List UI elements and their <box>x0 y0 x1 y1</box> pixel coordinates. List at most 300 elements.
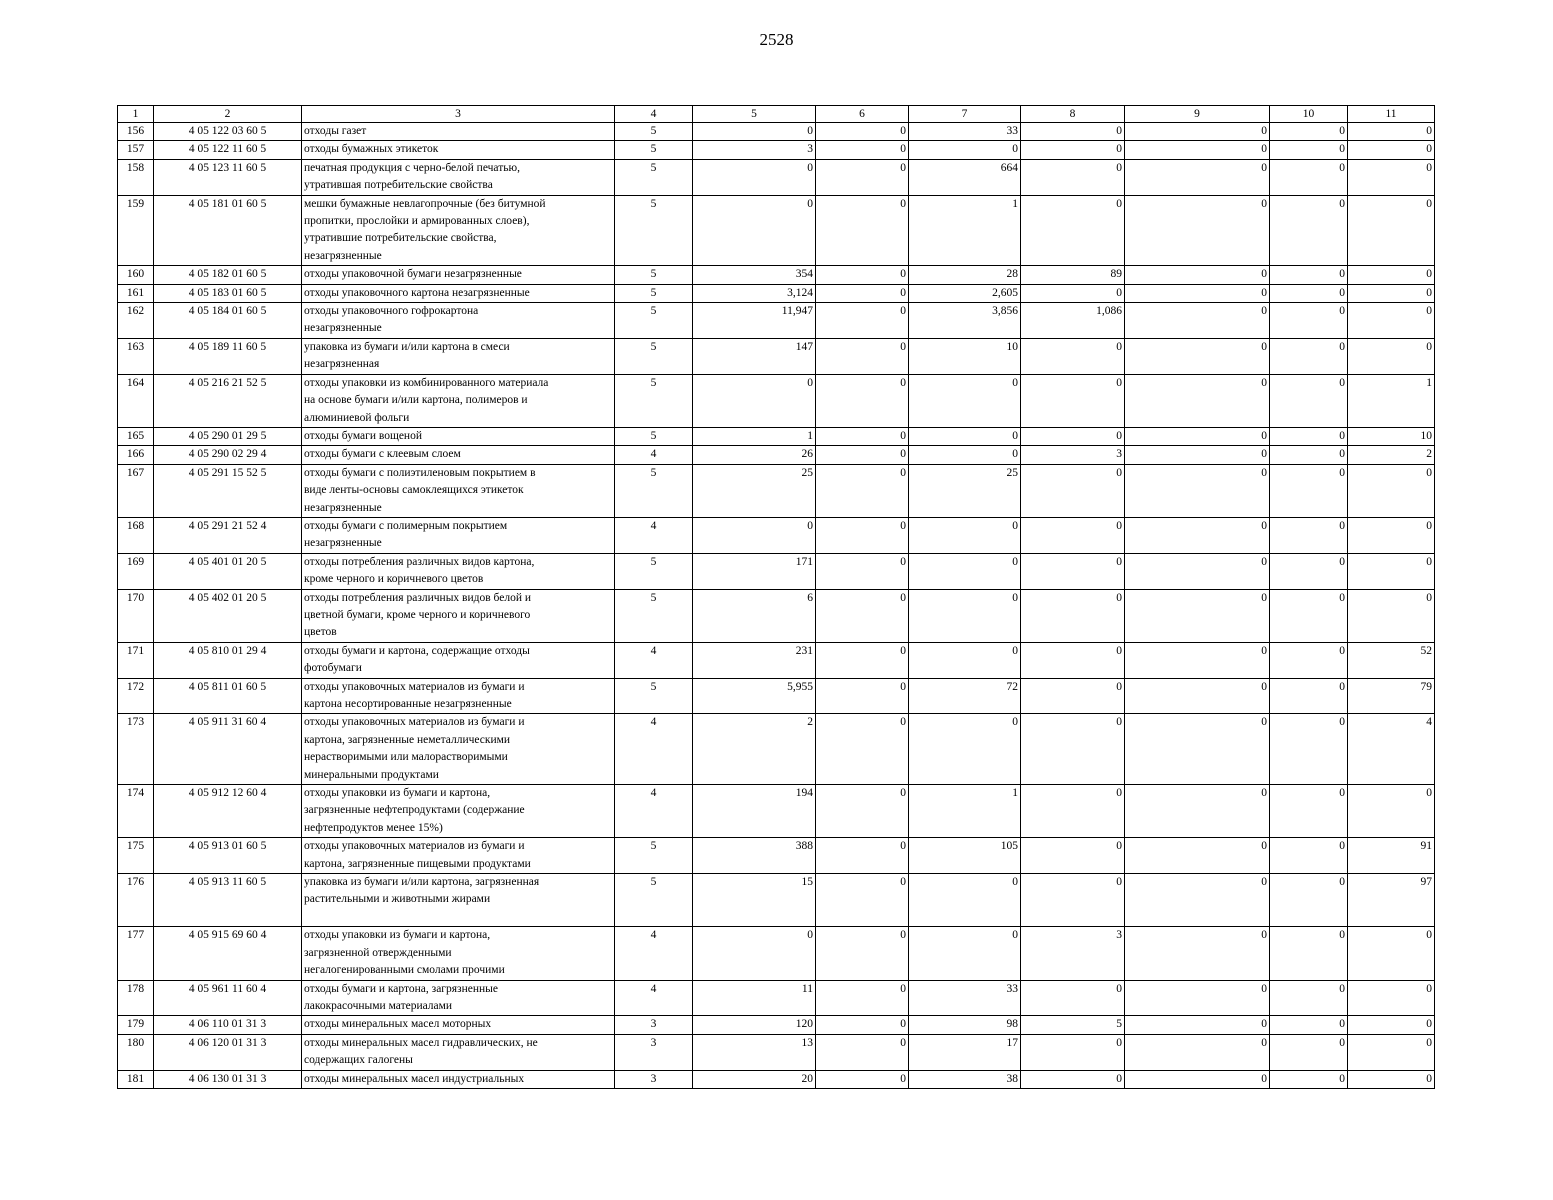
row-number-cell: 175 <box>118 838 154 874</box>
value-col-9-cell: 0 <box>1125 123 1270 141</box>
table-row <box>118 427 1435 445</box>
value-col-11-cell: 0 <box>1348 338 1435 374</box>
waste-name-line: отходы потребления различных видов белой и <box>304 591 532 604</box>
value-col-10-cell: 0 <box>1270 838 1348 874</box>
value-col-10-cell: 0 <box>1270 785 1348 838</box>
waste-name-cell <box>302 874 615 927</box>
value-col-11-cell: 0 <box>1348 141 1435 159</box>
value-col-8-cell: 0 <box>1021 785 1125 838</box>
hazard-class-cell: 4 <box>615 714 693 785</box>
value-col-5-cell: 11,947 <box>693 303 816 339</box>
value-col-7-cell: 0 <box>909 874 1021 927</box>
waste-name-line: картона, загрязненные пищевыми продуктами <box>304 857 531 870</box>
waste-name-line: алюминиевой фольги <box>304 411 410 424</box>
value-col-5-cell: 1 <box>693 427 816 445</box>
value-col-8-cell: 5 <box>1021 1016 1125 1034</box>
waste-name-line: отходы потребления различных видов картона, <box>304 555 535 568</box>
waste-name-cell <box>302 464 615 517</box>
value-col-8-cell: 0 <box>1021 980 1125 1016</box>
value-col-8-cell: 0 <box>1021 517 1125 553</box>
row-number-cell: 161 <box>118 284 154 302</box>
value-col-8-cell: 0 <box>1021 338 1125 374</box>
value-col-9-cell: 0 <box>1125 141 1270 159</box>
waste-code-cell: 4 05 184 01 60 5 <box>154 303 302 339</box>
waste-name-line: отходы упаковки из комбинированного материала <box>304 376 549 389</box>
value-col-8-cell: 0 <box>1021 1034 1125 1070</box>
value-col-7-cell: 72 <box>909 678 1021 714</box>
value-col-8-cell: 0 <box>1021 123 1125 141</box>
value-col-5-cell: 0 <box>693 517 816 553</box>
value-col-10-cell: 0 <box>1270 589 1348 642</box>
waste-code-cell: 4 05 810 01 29 4 <box>154 642 302 678</box>
waste-name-line: негалогенированными смолами прочими <box>304 964 505 977</box>
waste-name-cell <box>302 1070 615 1088</box>
table-row <box>118 678 1435 714</box>
value-col-6-cell: 0 <box>816 1034 909 1070</box>
value-col-10-cell: 0 <box>1270 284 1348 302</box>
value-col-8-cell: 0 <box>1021 284 1125 302</box>
value-col-11-cell: 0 <box>1348 1070 1435 1088</box>
value-col-10-cell: 0 <box>1270 1016 1348 1034</box>
value-col-10-cell: 0 <box>1270 427 1348 445</box>
row-number-cell: 159 <box>118 195 154 266</box>
value-col-6-cell: 0 <box>816 141 909 159</box>
waste-name-cell <box>302 642 615 678</box>
value-col-8-cell: 0 <box>1021 141 1125 159</box>
column-header: 7 <box>909 106 1021 123</box>
row-number-cell: 170 <box>118 589 154 642</box>
value-col-11-cell: 0 <box>1348 785 1435 838</box>
value-col-11-cell: 97 <box>1348 874 1435 927</box>
hazard-class-cell: 5 <box>615 266 693 284</box>
value-col-6-cell: 0 <box>816 374 909 427</box>
value-col-7-cell: 0 <box>909 714 1021 785</box>
column-header: 4 <box>615 106 693 123</box>
value-col-5-cell: 0 <box>693 159 816 195</box>
waste-code-cell: 4 05 915 69 60 4 <box>154 927 302 980</box>
table-row <box>118 874 1435 927</box>
waste-name-line: отходы минеральных масел гидравлических, не <box>304 1036 538 1049</box>
waste-name-line: минеральными продуктами <box>304 768 439 781</box>
value-col-8-cell: 0 <box>1021 678 1125 714</box>
value-col-10-cell: 0 <box>1270 464 1348 517</box>
table-row <box>118 195 1435 266</box>
value-col-7-cell: 0 <box>909 427 1021 445</box>
waste-name-cell <box>302 374 615 427</box>
value-col-9-cell: 0 <box>1125 266 1270 284</box>
waste-code-cell: 4 06 110 01 31 3 <box>154 1016 302 1034</box>
value-col-11-cell: 0 <box>1348 517 1435 553</box>
waste-name-line: картона, загрязненные неметаллическими <box>304 733 511 746</box>
value-col-6-cell: 0 <box>816 123 909 141</box>
waste-name-line: загрязненной отвержденными <box>304 946 452 959</box>
hazard-class-cell: 5 <box>615 123 693 141</box>
row-number-cell: 164 <box>118 374 154 427</box>
table-row <box>118 785 1435 838</box>
waste-code-cell: 4 05 123 11 60 5 <box>154 159 302 195</box>
row-number-cell: 171 <box>118 642 154 678</box>
table-row <box>118 517 1435 553</box>
waste-name-line: пропитки, прослойки и армированных слоев), <box>304 215 530 228</box>
value-col-7-cell: 25 <box>909 464 1021 517</box>
waste-name-cell <box>302 159 615 195</box>
value-col-9-cell: 0 <box>1125 427 1270 445</box>
column-header: 6 <box>816 106 909 123</box>
column-number-row <box>118 106 1435 123</box>
value-col-9-cell: 0 <box>1125 838 1270 874</box>
waste-name-cell <box>302 1016 615 1034</box>
value-col-11-cell: 10 <box>1348 427 1435 445</box>
waste-name-cell <box>302 678 615 714</box>
value-col-9-cell: 0 <box>1125 785 1270 838</box>
hazard-class-cell: 4 <box>615 642 693 678</box>
value-col-11-cell: 0 <box>1348 553 1435 589</box>
row-number-cell: 167 <box>118 464 154 517</box>
value-col-11-cell: 0 <box>1348 1016 1435 1034</box>
value-col-5-cell: 0 <box>693 927 816 980</box>
value-col-5-cell: 388 <box>693 838 816 874</box>
waste-name-line: отходы бумаги и картона, загрязненные <box>304 982 498 995</box>
value-col-11-cell: 0 <box>1348 159 1435 195</box>
row-number-cell: 156 <box>118 123 154 141</box>
hazard-class-cell: 5 <box>615 464 693 517</box>
table-row <box>118 1016 1435 1034</box>
value-col-5-cell: 2 <box>693 714 816 785</box>
value-col-6-cell: 0 <box>816 874 909 927</box>
value-col-7-cell: 1 <box>909 785 1021 838</box>
value-col-5-cell: 231 <box>693 642 816 678</box>
table-body <box>118 106 1435 1089</box>
value-col-5-cell: 171 <box>693 553 816 589</box>
waste-name-line: печатная продукция с черно-белой печатью, <box>304 161 520 174</box>
value-col-9-cell: 0 <box>1125 642 1270 678</box>
table-row <box>118 553 1435 589</box>
waste-name-cell <box>302 266 615 284</box>
value-col-6-cell: 0 <box>816 303 909 339</box>
waste-name-line: отходы упаковочных материалов из бумаги и <box>304 840 525 853</box>
value-col-7-cell: 33 <box>909 980 1021 1016</box>
waste-name-line: кроме черного и коричневого цветов <box>304 573 484 586</box>
table-row <box>118 446 1435 464</box>
waste-name-line: цветной бумаги, кроме черного и коричневого <box>304 608 531 621</box>
table-row <box>118 838 1435 874</box>
row-number-cell: 173 <box>118 714 154 785</box>
value-col-10-cell: 0 <box>1270 159 1348 195</box>
waste-name-line: незагрязненные <box>304 501 382 514</box>
value-col-6-cell: 0 <box>816 553 909 589</box>
waste-code-cell: 4 05 182 01 60 5 <box>154 266 302 284</box>
value-col-5-cell: 3 <box>693 141 816 159</box>
table-row <box>118 123 1435 141</box>
table-row <box>118 338 1435 374</box>
waste-name-line: цветов <box>304 626 337 639</box>
waste-code-cell: 4 05 291 15 52 5 <box>154 464 302 517</box>
waste-code-cell: 4 05 811 01 60 5 <box>154 678 302 714</box>
hazard-class-cell: 5 <box>615 678 693 714</box>
value-col-5-cell: 11 <box>693 980 816 1016</box>
waste-name-line: содержащих галогены <box>304 1054 413 1067</box>
value-col-7-cell: 2,605 <box>909 284 1021 302</box>
value-col-7-cell: 10 <box>909 338 1021 374</box>
waste-table <box>117 105 1435 1089</box>
waste-name-line: мешки бумажные невлагопрочные (без битумной <box>304 197 546 210</box>
waste-name-line: отходы минеральных масел моторных <box>304 1018 492 1031</box>
row-number-cell: 179 <box>118 1016 154 1034</box>
value-col-6-cell: 0 <box>816 980 909 1016</box>
value-col-5-cell: 25 <box>693 464 816 517</box>
value-col-7-cell: 0 <box>909 446 1021 464</box>
row-number-cell: 169 <box>118 553 154 589</box>
hazard-class-cell: 5 <box>615 553 693 589</box>
value-col-5-cell: 3,124 <box>693 284 816 302</box>
waste-code-cell: 4 05 122 11 60 5 <box>154 141 302 159</box>
waste-name-cell <box>302 123 615 141</box>
waste-name-line: отходы бумаги и картона, содержащие отходы <box>304 644 530 657</box>
value-col-7-cell: 0 <box>909 642 1021 678</box>
waste-code-cell: 4 05 216 21 52 5 <box>154 374 302 427</box>
table-row <box>118 589 1435 642</box>
value-col-8-cell: 0 <box>1021 195 1125 266</box>
hazard-class-cell: 5 <box>615 874 693 927</box>
value-col-10-cell: 0 <box>1270 141 1348 159</box>
value-col-9-cell: 0 <box>1125 1016 1270 1034</box>
waste-name-line: загрязненные нефтепродуктами (содержание <box>304 804 525 817</box>
hazard-class-cell: 5 <box>615 338 693 374</box>
value-col-7-cell: 0 <box>909 517 1021 553</box>
value-col-5-cell: 26 <box>693 446 816 464</box>
value-col-9-cell: 0 <box>1125 284 1270 302</box>
value-col-6-cell: 0 <box>816 785 909 838</box>
waste-name-line: отходы упаковочных материалов из бумаги и <box>304 680 525 693</box>
value-col-11-cell: 4 <box>1348 714 1435 785</box>
row-number-cell: 162 <box>118 303 154 339</box>
value-col-6-cell: 0 <box>816 446 909 464</box>
hazard-class-cell: 5 <box>615 284 693 302</box>
table-row <box>118 266 1435 284</box>
value-col-10-cell: 0 <box>1270 374 1348 427</box>
value-col-8-cell: 0 <box>1021 464 1125 517</box>
hazard-class-cell: 5 <box>615 374 693 427</box>
column-header: 5 <box>693 106 816 123</box>
table-row <box>118 303 1435 339</box>
value-col-9-cell: 0 <box>1125 1070 1270 1088</box>
value-col-7-cell: 0 <box>909 374 1021 427</box>
value-col-11-cell: 79 <box>1348 678 1435 714</box>
hazard-class-cell: 5 <box>615 427 693 445</box>
waste-name-cell <box>302 714 615 785</box>
waste-name-line: отходы бумаги с клеевым слоем <box>304 448 461 461</box>
value-col-7-cell: 105 <box>909 838 1021 874</box>
waste-name-line: фотобумаги <box>304 662 362 675</box>
value-col-10-cell: 0 <box>1270 874 1348 927</box>
hazard-class-cell: 5 <box>615 141 693 159</box>
value-col-6-cell: 0 <box>816 427 909 445</box>
waste-code-cell: 4 05 189 11 60 5 <box>154 338 302 374</box>
value-col-9-cell: 0 <box>1125 714 1270 785</box>
value-col-6-cell: 0 <box>816 1016 909 1034</box>
value-col-9-cell: 0 <box>1125 374 1270 427</box>
waste-name-cell <box>302 1034 615 1070</box>
value-col-7-cell: 0 <box>909 927 1021 980</box>
waste-name-line: отходы упаковочного картона незагрязненные <box>304 286 530 299</box>
value-col-6-cell: 0 <box>816 714 909 785</box>
row-number-cell: 158 <box>118 159 154 195</box>
value-col-10-cell: 0 <box>1270 714 1348 785</box>
value-col-10-cell: 0 <box>1270 303 1348 339</box>
row-number-cell: 178 <box>118 980 154 1016</box>
waste-name-line: отходы упаковочной бумаги незагрязненные <box>304 268 522 281</box>
value-col-8-cell: 0 <box>1021 553 1125 589</box>
value-col-6-cell: 0 <box>816 589 909 642</box>
value-col-8-cell: 0 <box>1021 838 1125 874</box>
waste-name-cell <box>302 195 615 266</box>
value-col-7-cell: 38 <box>909 1070 1021 1088</box>
waste-name-line: утратившие потребительские свойства, <box>304 232 497 245</box>
value-col-6-cell: 0 <box>816 927 909 980</box>
waste-name-cell <box>302 338 615 374</box>
waste-name-cell <box>302 980 615 1016</box>
value-col-5-cell: 0 <box>693 123 816 141</box>
value-col-5-cell: 15 <box>693 874 816 927</box>
value-col-11-cell: 0 <box>1348 927 1435 980</box>
value-col-8-cell: 1,086 <box>1021 303 1125 339</box>
waste-name-cell <box>302 446 615 464</box>
waste-name-line: незагрязненные <box>304 537 382 550</box>
waste-code-cell: 4 05 402 01 20 5 <box>154 589 302 642</box>
value-col-9-cell: 0 <box>1125 553 1270 589</box>
waste-name-line: отходы бумажных этикеток <box>304 143 439 156</box>
waste-code-cell: 4 06 120 01 31 3 <box>154 1034 302 1070</box>
waste-code-cell: 4 05 291 21 52 4 <box>154 517 302 553</box>
row-number-cell: 181 <box>118 1070 154 1088</box>
waste-name-line: отходы упаковочного гофрокартона <box>304 305 479 318</box>
hazard-class-cell: 3 <box>615 1070 693 1088</box>
value-col-11-cell: 0 <box>1348 284 1435 302</box>
table-row <box>118 714 1435 785</box>
value-col-7-cell: 0 <box>909 553 1021 589</box>
value-col-6-cell: 0 <box>816 266 909 284</box>
value-col-7-cell: 98 <box>909 1016 1021 1034</box>
table-row <box>118 642 1435 678</box>
value-col-7-cell: 17 <box>909 1034 1021 1070</box>
value-col-5-cell: 6 <box>693 589 816 642</box>
waste-name-line: упаковка из бумаги и/или картона в смеси <box>304 340 510 353</box>
waste-code-cell: 4 05 913 11 60 5 <box>154 874 302 927</box>
waste-name-line: отходы упаковочных материалов из бумаги и <box>304 716 525 729</box>
waste-name-line: виде ленты-основы самоклеящихся этикеток <box>304 484 524 497</box>
waste-name-line: растительными и животными жирами <box>304 893 491 906</box>
value-col-10-cell: 0 <box>1270 927 1348 980</box>
value-col-10-cell: 0 <box>1270 266 1348 284</box>
value-col-9-cell: 0 <box>1125 980 1270 1016</box>
value-col-10-cell: 0 <box>1270 446 1348 464</box>
value-col-8-cell: 89 <box>1021 266 1125 284</box>
value-col-8-cell: 0 <box>1021 642 1125 678</box>
row-number-cell: 174 <box>118 785 154 838</box>
waste-name-cell <box>302 589 615 642</box>
waste-name-line: нефтепродуктов менее 15%) <box>304 821 443 834</box>
column-header: 9 <box>1125 106 1270 123</box>
value-col-8-cell: 0 <box>1021 427 1125 445</box>
value-col-5-cell: 0 <box>693 195 816 266</box>
value-col-5-cell: 5,955 <box>693 678 816 714</box>
value-col-10-cell: 0 <box>1270 195 1348 266</box>
waste-name-line: незагрязненная <box>304 358 380 371</box>
hazard-class-cell: 4 <box>615 785 693 838</box>
value-col-9-cell: 0 <box>1125 338 1270 374</box>
value-col-6-cell: 0 <box>816 338 909 374</box>
waste-name-line: отходы бумаги с полимерным покрытием <box>304 519 508 532</box>
row-number-cell: 172 <box>118 678 154 714</box>
waste-name-cell <box>302 517 615 553</box>
page-number: 2528 <box>759 30 794 49</box>
value-col-9-cell: 0 <box>1125 874 1270 927</box>
row-number-cell: 157 <box>118 141 154 159</box>
waste-name-line: на основе бумаги и/или картона, полимеров и <box>304 394 528 407</box>
value-col-7-cell: 33 <box>909 123 1021 141</box>
value-col-11-cell: 0 <box>1348 589 1435 642</box>
hazard-class-cell: 5 <box>615 195 693 266</box>
waste-name-line: отходы минеральных масел индустриальных <box>304 1072 525 1085</box>
value-col-8-cell: 0 <box>1021 1070 1125 1088</box>
waste-name-line: отходы газет <box>304 125 367 137</box>
value-col-10-cell: 0 <box>1270 980 1348 1016</box>
value-col-9-cell: 0 <box>1125 303 1270 339</box>
value-col-5-cell: 354 <box>693 266 816 284</box>
value-col-6-cell: 0 <box>816 284 909 302</box>
waste-name-line: картона несортированные незагрязненные <box>304 698 512 710</box>
waste-name-line: незагрязненные <box>304 322 382 335</box>
value-col-7-cell: 664 <box>909 159 1021 195</box>
value-col-6-cell: 0 <box>816 1070 909 1088</box>
value-col-11-cell: 0 <box>1348 980 1435 1016</box>
waste-name-cell <box>302 141 615 159</box>
table-row <box>118 141 1435 159</box>
value-col-11-cell: 0 <box>1348 303 1435 339</box>
value-col-6-cell: 0 <box>816 195 909 266</box>
value-col-11-cell: 0 <box>1348 266 1435 284</box>
value-col-11-cell: 0 <box>1348 195 1435 266</box>
value-col-10-cell: 0 <box>1270 553 1348 589</box>
row-number-cell: 163 <box>118 338 154 374</box>
value-col-6-cell: 0 <box>816 678 909 714</box>
waste-name-line: незагрязненные <box>304 249 382 262</box>
column-header: 2 <box>154 106 302 123</box>
value-col-7-cell: 0 <box>909 141 1021 159</box>
waste-name-cell <box>302 284 615 302</box>
table-row <box>118 980 1435 1016</box>
waste-name-cell <box>302 785 615 838</box>
hazard-class-cell: 4 <box>615 927 693 980</box>
table-row <box>118 1034 1435 1070</box>
table-row <box>118 159 1435 195</box>
waste-code-cell: 4 05 961 11 60 4 <box>154 980 302 1016</box>
value-col-9-cell: 0 <box>1125 195 1270 266</box>
value-col-9-cell: 0 <box>1125 1034 1270 1070</box>
value-col-9-cell: 0 <box>1125 678 1270 714</box>
value-col-8-cell: 0 <box>1021 589 1125 642</box>
hazard-class-cell: 5 <box>615 589 693 642</box>
value-col-10-cell: 0 <box>1270 1070 1348 1088</box>
waste-code-cell: 4 05 911 31 60 4 <box>154 714 302 785</box>
value-col-10-cell: 0 <box>1270 123 1348 141</box>
value-col-11-cell: 1 <box>1348 374 1435 427</box>
value-col-11-cell: 52 <box>1348 642 1435 678</box>
value-col-5-cell: 0 <box>693 374 816 427</box>
waste-name-line: отходы упаковки из бумаги и картона, <box>304 929 491 942</box>
waste-name-line: утратившая потребительские свойства <box>304 179 493 192</box>
value-col-5-cell: 20 <box>693 1070 816 1088</box>
